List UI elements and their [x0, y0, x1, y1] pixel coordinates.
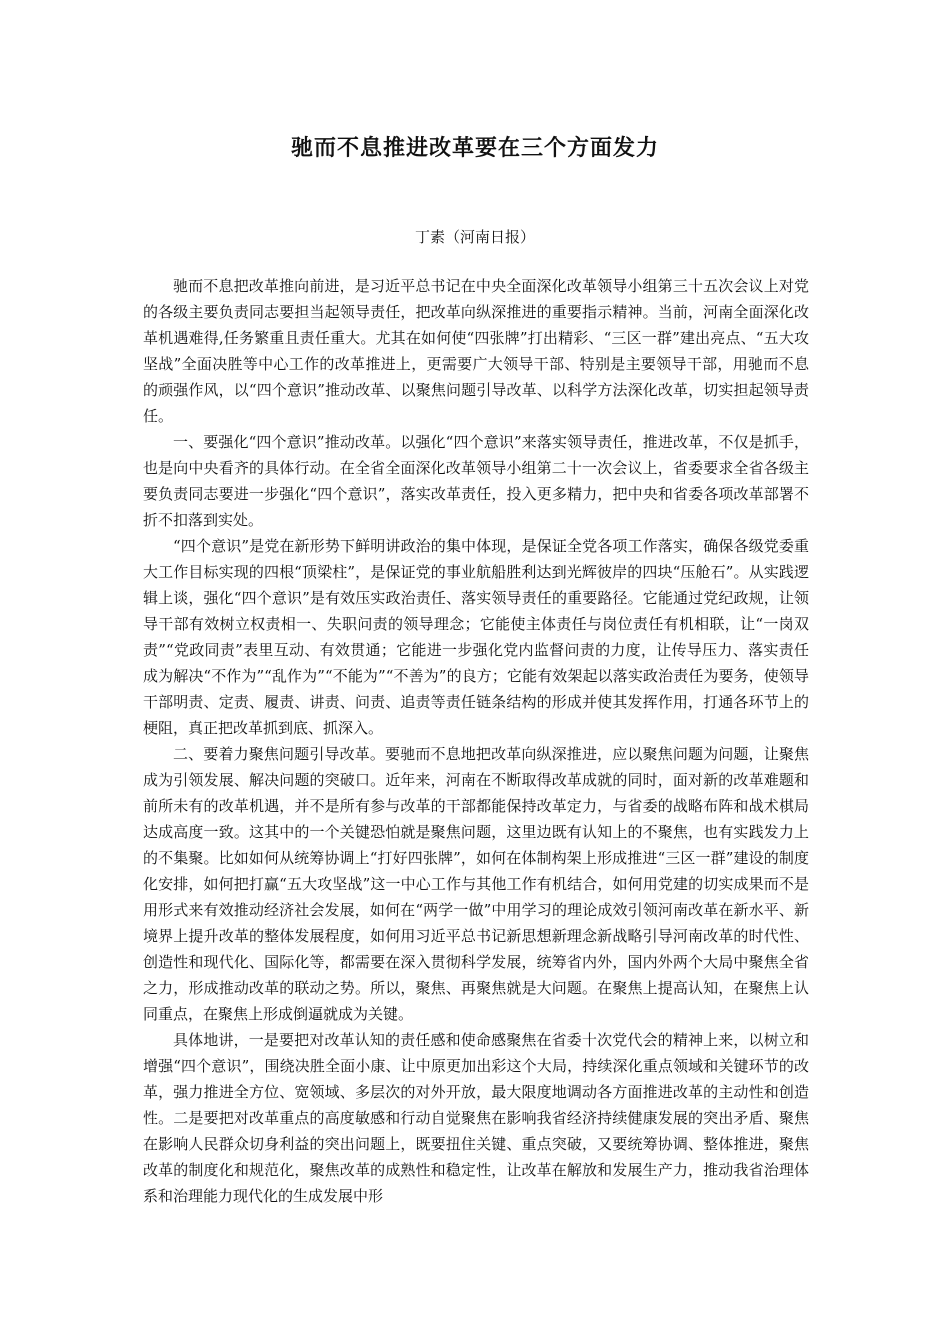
article-title: 驰而不息推进改革要在三个方面发力: [290, 135, 659, 161]
paragraph: 一、要强化“四个意识”推动改革。以强化“四个意识”来落实领导责任，推进改革，不仅是抓手，也是向中央看齐的具体行动。在全省全面深化改革领导小组第二十一次会议上，省委要求全省各级主要负责同志要进一步强化“四个意识”，落实改革责任，投入更多精力，把中央和省委各项改革部署不折不扣落到实处。: [143, 433, 809, 529]
paragraph: 具体地讲，一是要把对改革认知的责任感和使命感聚焦在省委十次党代会的精神上来，以树立和增强“四个意识”，围绕决胜全面小康、让中原更加出彩这个大局，持续深化重点领域和关键环节的改革，强力推进全方位、宽领域、多层次的对外开放，最大限度地调动各方面推进改革的主动性和创造性。二是要把对改革重点的高度敏感和行动自觉聚焦在影响我省经济持续健康发展的突出矛盾、聚焦在影响人民群众切身利益的突出问题上，既要扭住关键、重点突破，又要统筹协调、整体推进，聚焦改革的制度化和规范化，聚焦改革的成熟性和稳定性，让改革在解放和发展生产力，推动我省治理体系和治理能力现代化的生成发展中形: [143, 1031, 809, 1205]
paragraph: 二、要着力聚焦问题引导改革。要驰而不息地把改革向纵深推进，应以聚焦问题为问题，让聚焦成为引领发展、解决问题的突破口。近年来，河南在不断取得改革成就的同时，面对新的改革难题和前所未有的改革机遇，并不是所有参与改革的干部都能保持改革定力，与省委的战略布阵和战术棋局达成高度一致。这其中的一个关键恐怕就是聚焦问题，这里边既有认知上的不聚焦，也有实践发力上的不集聚。比如如何从统筹协调上“打好四张牌”，如何在体制构架上形成推进“三区一群”建设的制度化安排，如何把打赢“五大攻坚战”这一中心工作与其他工作有机结合，如何用党建的切实成果而不是用形式来有效推动经济社会发展，如何在“两学一做”中用学习的理论成效引领河南改革在新水平、新境界上提升改革的整体发展程度，如何用习近平总书记新思想新理念新战略引导河南改革的时代性、创造性和现代化、国际化等，都需要在深入贯彻科学发展，统筹省内外，国内外两个大局中聚焦全省之力，形成推动改革的联动之势。所以，聚焦、再聚焦就是大问题。在聚焦上提高认知，在聚焦上认同重点，在聚焦上形成倒逼就成为关键。: [143, 745, 809, 1023]
paragraph: “四个意识”是党在新形势下鲜明讲政治的集中体现，是保证全党各项工作落实，确保各级党委重大工作目标实现的四根“顶梁柱”，是保证党的事业航船胜利达到光辉彼岸的四块“压舱石”。从实践逻辑上谈，强化“四个意识”是有效压实政治责任、落实领导责任的重要路径。它能通过党纪政规，让领导干部有效树立权责相一、失职问责的领导理念；它能使主体责任与岗位责任有机相联，让“一岗双责”“党政同责”表里互动、有效贯通；它能进一步强化党内监督问责的力度，让传导压力、落实责任成为解决“不作为”“乱作为”“不能为”“不善为”的良方；它能有效架起以落实政治责任为要务，使领导干部明责、定责、履责、讲责、问责、追责等责任链条结构的形成并使其发挥作用，打通各环节上的梗阻，真正把改革抓到底、抓深入。: [143, 537, 809, 737]
article-byline: 丁素（河南日报）: [414, 228, 535, 246]
paragraph: 驰而不息把改革推向前进，是习近平总书记在中央全面深化改革领导小组第三十五次会议上对党的各级主要负责同志要担当起领导责任，把改革向纵深推进的重要指示精神。当前，河南全面深化改革机遇难得,任务繁重且责任重大。尤其在如何使“四张牌”打出精彩、“三区一群”建出亮点、“五大攻坚战”全面决胜等中心工作的改革推进上，更需要广大领导干部、特别是主要领导干部，用驰而不息的顽强作风，以“四个意识”推动改革、以聚焦问题引导改革、以科学方法深化改革，切实担起领导责任。: [143, 277, 809, 425]
article-body: [143, 273, 809, 1209]
